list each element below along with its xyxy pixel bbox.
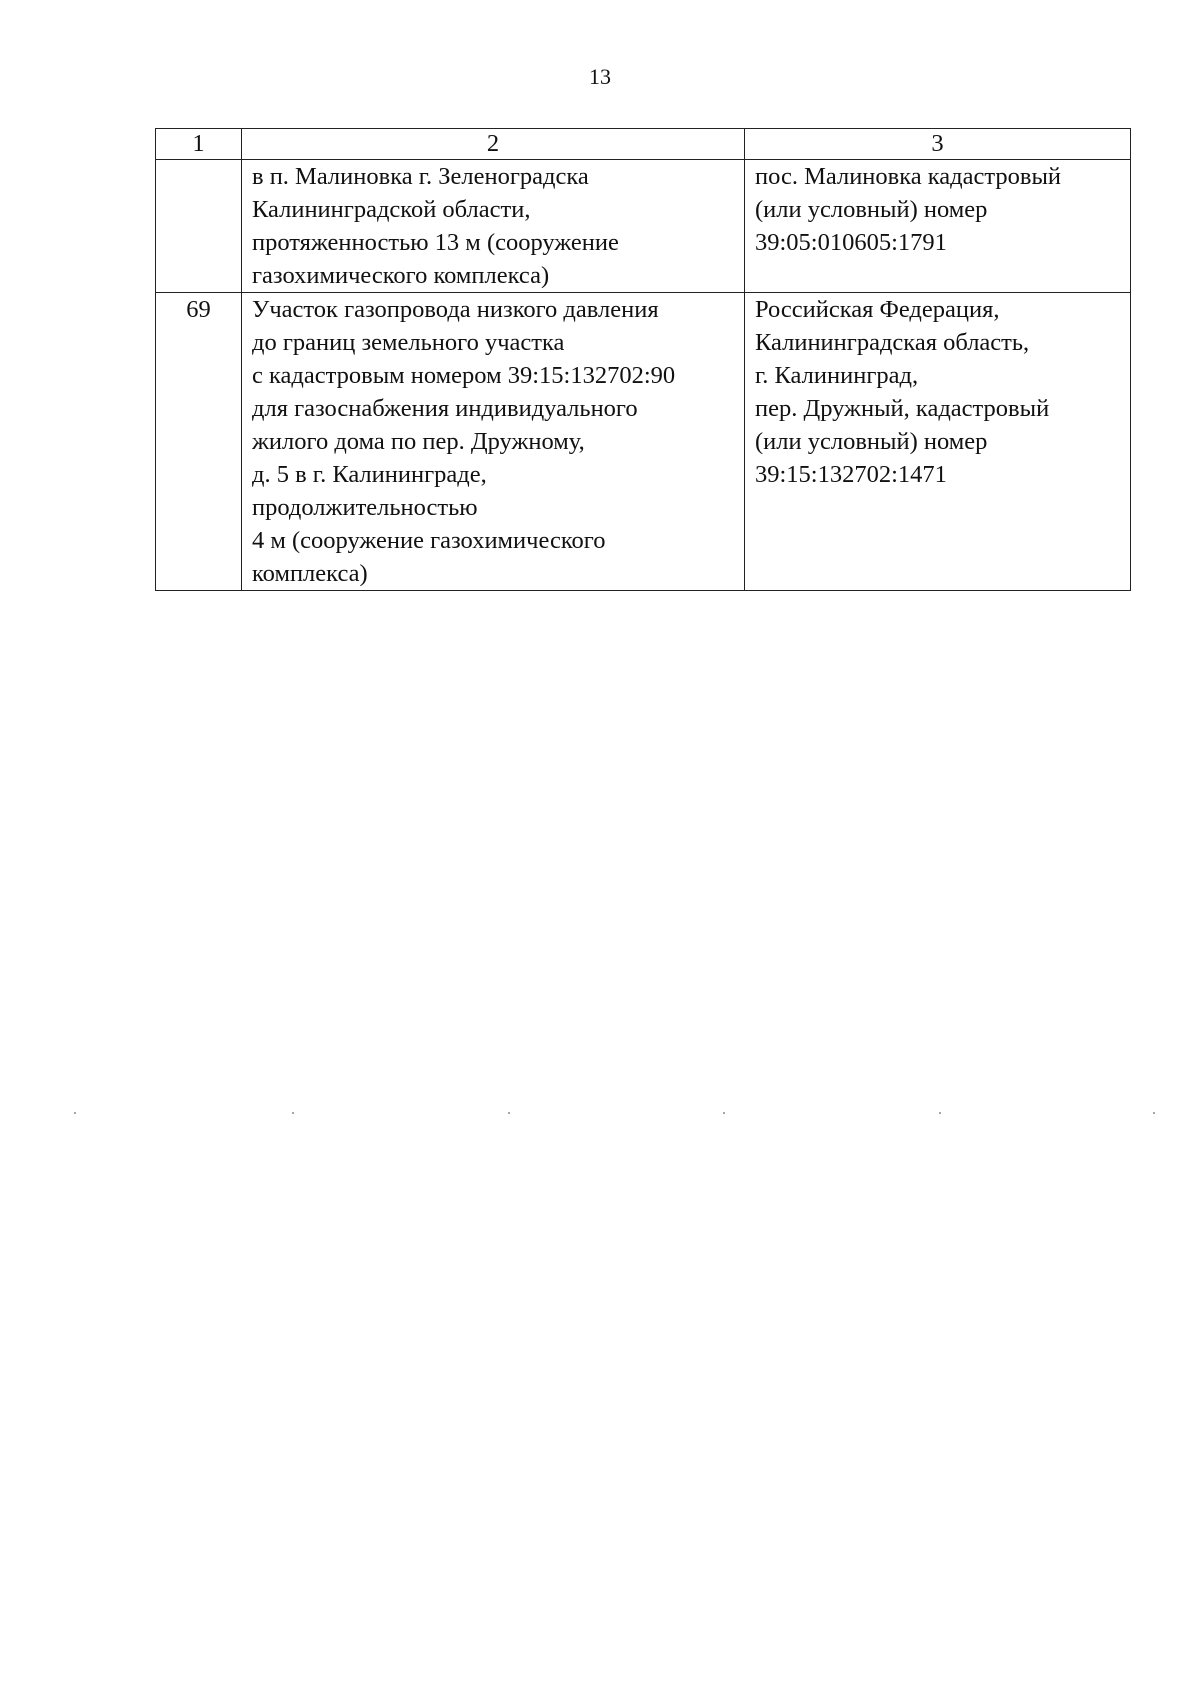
description-line: Участок газопровода низкого давления (252, 296, 659, 323)
column-number-3: 3 (745, 129, 1131, 160)
object-location-cell (745, 293, 1131, 591)
registry-table (155, 128, 1131, 591)
description-line: газохимического комплекса) (252, 262, 550, 289)
location-line: г. Калининград, (755, 362, 919, 389)
scan-speck (939, 1112, 941, 1114)
table-row (156, 293, 1131, 591)
location-line: пер. Дружный, кадастровый (755, 395, 1050, 422)
description-line: для газоснабжения индивидуального (252, 395, 638, 422)
object-location-cell (745, 160, 1131, 293)
row-number-cell: 69 (156, 293, 242, 591)
location-line: 39:15:132702:1471 (755, 461, 947, 488)
description-line: в п. Малиновка г. Зеленоградска (252, 163, 589, 190)
description-line: с кадастровым номером 39:15:132702:90 (252, 362, 676, 389)
description-line: комплекса) (252, 560, 368, 587)
page-number: 13 (589, 64, 611, 89)
scan-speck (74, 1112, 76, 1114)
scan-speck (723, 1112, 725, 1114)
description-line: д. 5 в г. Калининграде, (252, 461, 487, 488)
location-line: Калининградская область, (755, 329, 1030, 356)
scan-speck (508, 1112, 510, 1114)
column-number-1: 1 (156, 129, 242, 160)
description-line: продолжительностью (252, 494, 478, 521)
description-line: протяженностью 13 м (сооружение (252, 229, 619, 256)
description-line: жилого дома по пер. Дружному, (252, 428, 585, 455)
description-line: до границ земельного участка (252, 329, 565, 356)
scan-speck (1153, 1112, 1155, 1114)
location-line: 39:05:010605:1791 (755, 229, 947, 256)
description-line: Калининградской области, (252, 196, 531, 223)
row-number-cell (156, 160, 242, 293)
description-line: 4 м (сооружение газохимического (252, 527, 606, 554)
table-header-row (156, 129, 1131, 160)
table-row (156, 160, 1131, 293)
location-line: пос. Малиновка кадастровый (755, 163, 1062, 190)
location-line: (или условный) номер (755, 196, 988, 223)
object-description-cell (242, 160, 745, 293)
column-number-2: 2 (242, 129, 745, 160)
object-description-cell (242, 293, 745, 591)
location-line: Российская Федерация, (755, 296, 1000, 323)
location-line: (или условный) номер (755, 428, 988, 455)
scan-speck (292, 1112, 294, 1114)
